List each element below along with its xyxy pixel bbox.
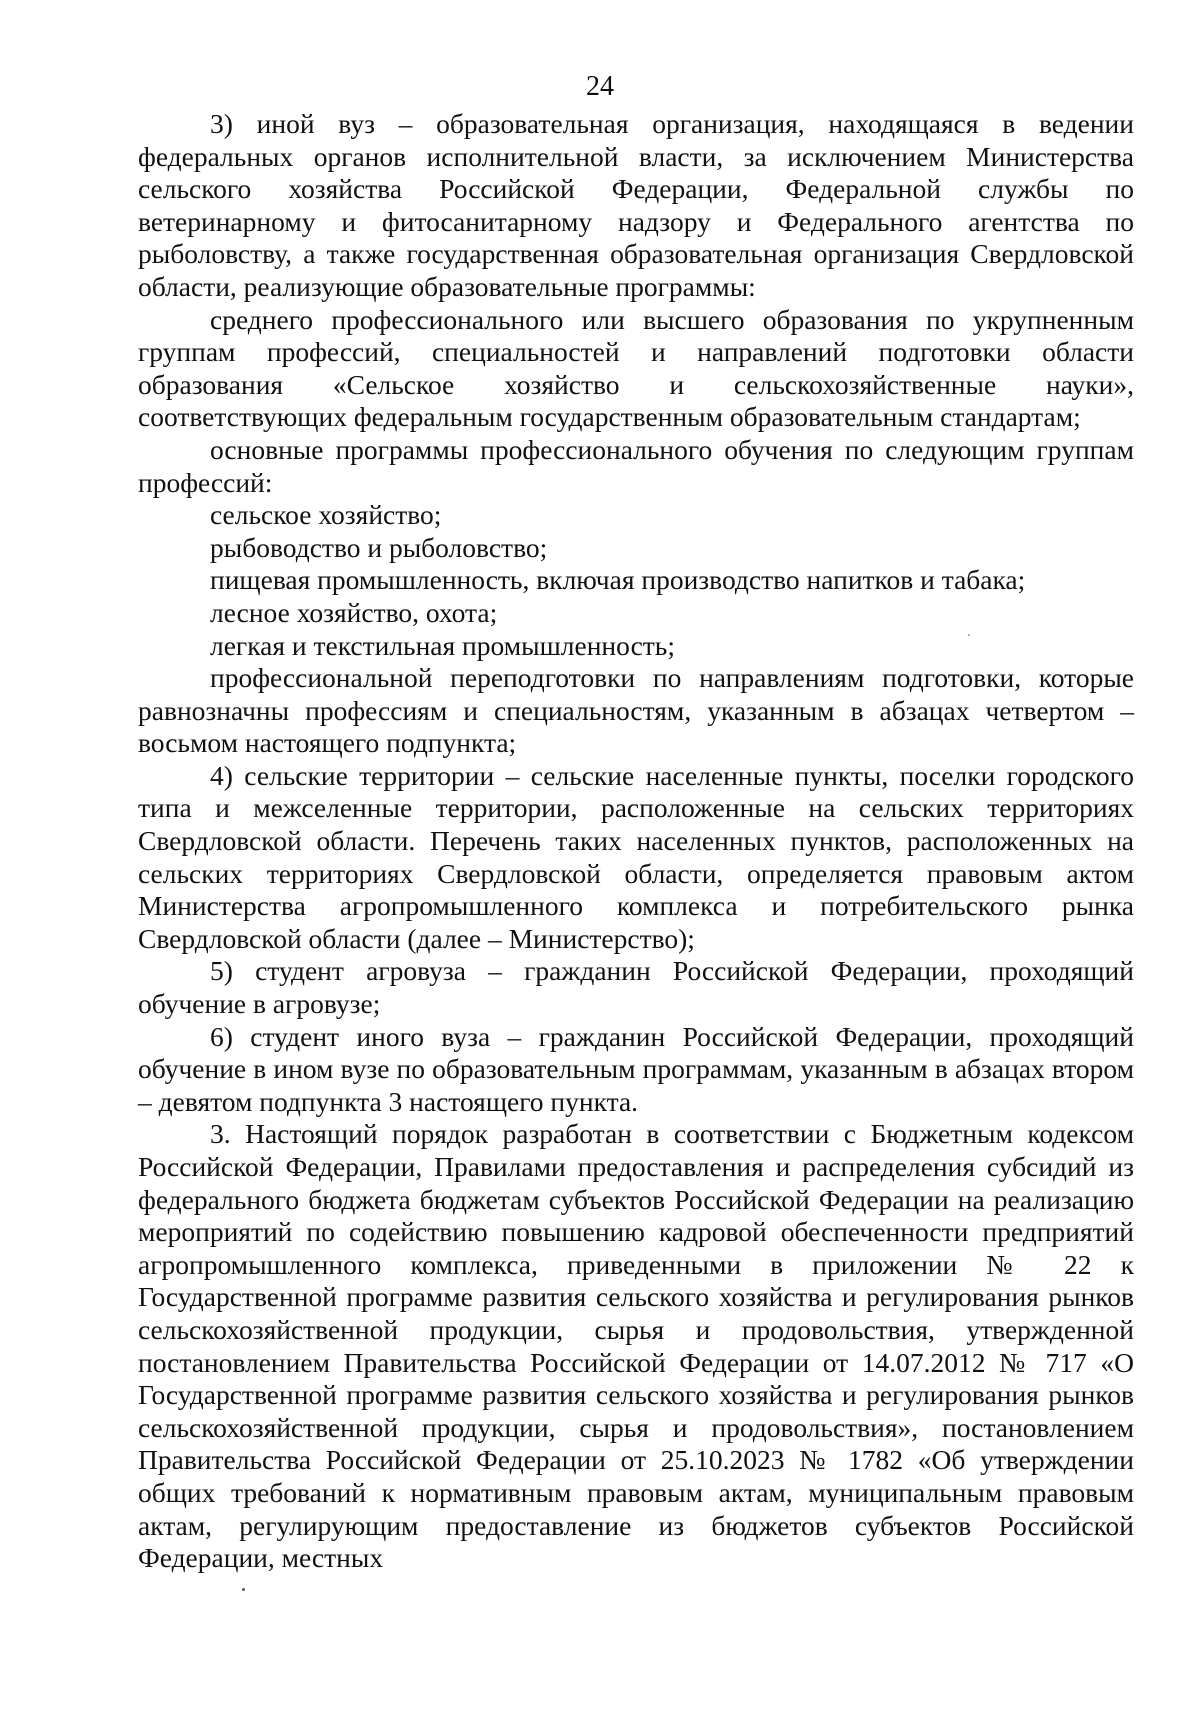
list-item-food-industry: пищевая промышленность, включая производство напитков и табака;	[210, 564, 1026, 596]
page-number: 24	[586, 71, 614, 102]
scan-artifact-dot	[968, 634, 970, 636]
list-item-forestry: лесное хозяйство, охота;	[210, 596, 498, 628]
list-item-agriculture: сельское хозяйство;	[210, 499, 442, 531]
list-item-light-textile-industry: легкая и текстильная промышленность;	[210, 629, 675, 661]
paragraph-other-university-definition: 3) иной вуз – образовательная организация, находящаяся в ведении федеральных органов исполнительной власти, за исключением Министерства сельского хозяйства Российской Федерации, Федеральной службы по ветеринарному и фитосанитарному надзору и Федерального агентства по рыболовству, а также государственная образовательная организация Свердловской области, реализующие образовательные программы:	[138, 108, 1134, 302]
paragraph-secondary-higher-education: среднего профессионального или высшего образования по укрупненным группам профессий, специальностей и направлений подготовки области образования «Сельское хозяйство и сельскохозяйственные науки», соответствующих федеральным государственным образовательным стандартам;	[138, 303, 1134, 433]
list-item-fish-farming: рыбоводство и рыболовство;	[210, 531, 548, 563]
document-body	[138, 108, 1134, 1575]
paragraph-professional-retraining: профессиональной переподготовки по направлениям подготовки, которые равнозначны профессиям и специальностям, указанным в абзацах четвертом – восьмом настоящего подпункта;	[138, 662, 1134, 759]
paragraph-vocational-training-programs: основные программы профессионального обучения по следующим группам профессий:	[138, 433, 1134, 498]
paragraph-agro-university-student: 5) студент агровуза – гражданин Российской Федерации, проходящий обучение в агровузе;	[138, 955, 1134, 1020]
scan-artifact-dot	[242, 1588, 245, 1591]
paragraph-other-university-student: 6) студент иного вуза – гражданин Российской Федерации, проходящий обучение в ином вузе по образовательным программам, указанным в абзацах втором – девятом подпункта 3 настоящего пункта.	[138, 1020, 1134, 1117]
paragraph-legal-basis: 3. Настоящий порядок разработан в соответствии с Бюджетным кодексом Российской Федерации, Правилами предоставления и распределения субсидий из федерального бюджета бюджетам субъектов Российской Федерации на реализацию мероприятий по содействию повышению кадровой обеспеченности предприятий агропромышленного комплекса, приведенными в приложении № 22 к Государственной программе развития сельского хозяйства и регулирования рынков сельскохозяйственной продукции, сырья и продовольствия, утвержденной постановлением Правительства Российской Федерации от 14.07.2012 № 717 «О Государственной программе развития сельского хозяйства и регулирования рынков сельскохозяйственной продукции, сырья и продовольствия», постановлением Правительства Российской Федерации от 25.10.2023 № 1782 «Об утверждении общих требований к нормативным правовым актам, муниципальным правовым актам, регулирующим предоставление из бюджетов субъектов Российской Федерации, местных	[138, 1118, 1134, 1574]
paragraph-rural-territories-definition: 4) сельские территории – сельские населенные пункты, поселки городского типа и межселенные территории, расположенные на сельских территориях Свердловской области. Перечень таких населенных пунктов, расположенных на сельских территориях Свердловской области, определяется правовым актом Министерства агропромышленного комплекса и потребительского рынка Свердловской области (далее – Министерство);	[138, 759, 1134, 954]
